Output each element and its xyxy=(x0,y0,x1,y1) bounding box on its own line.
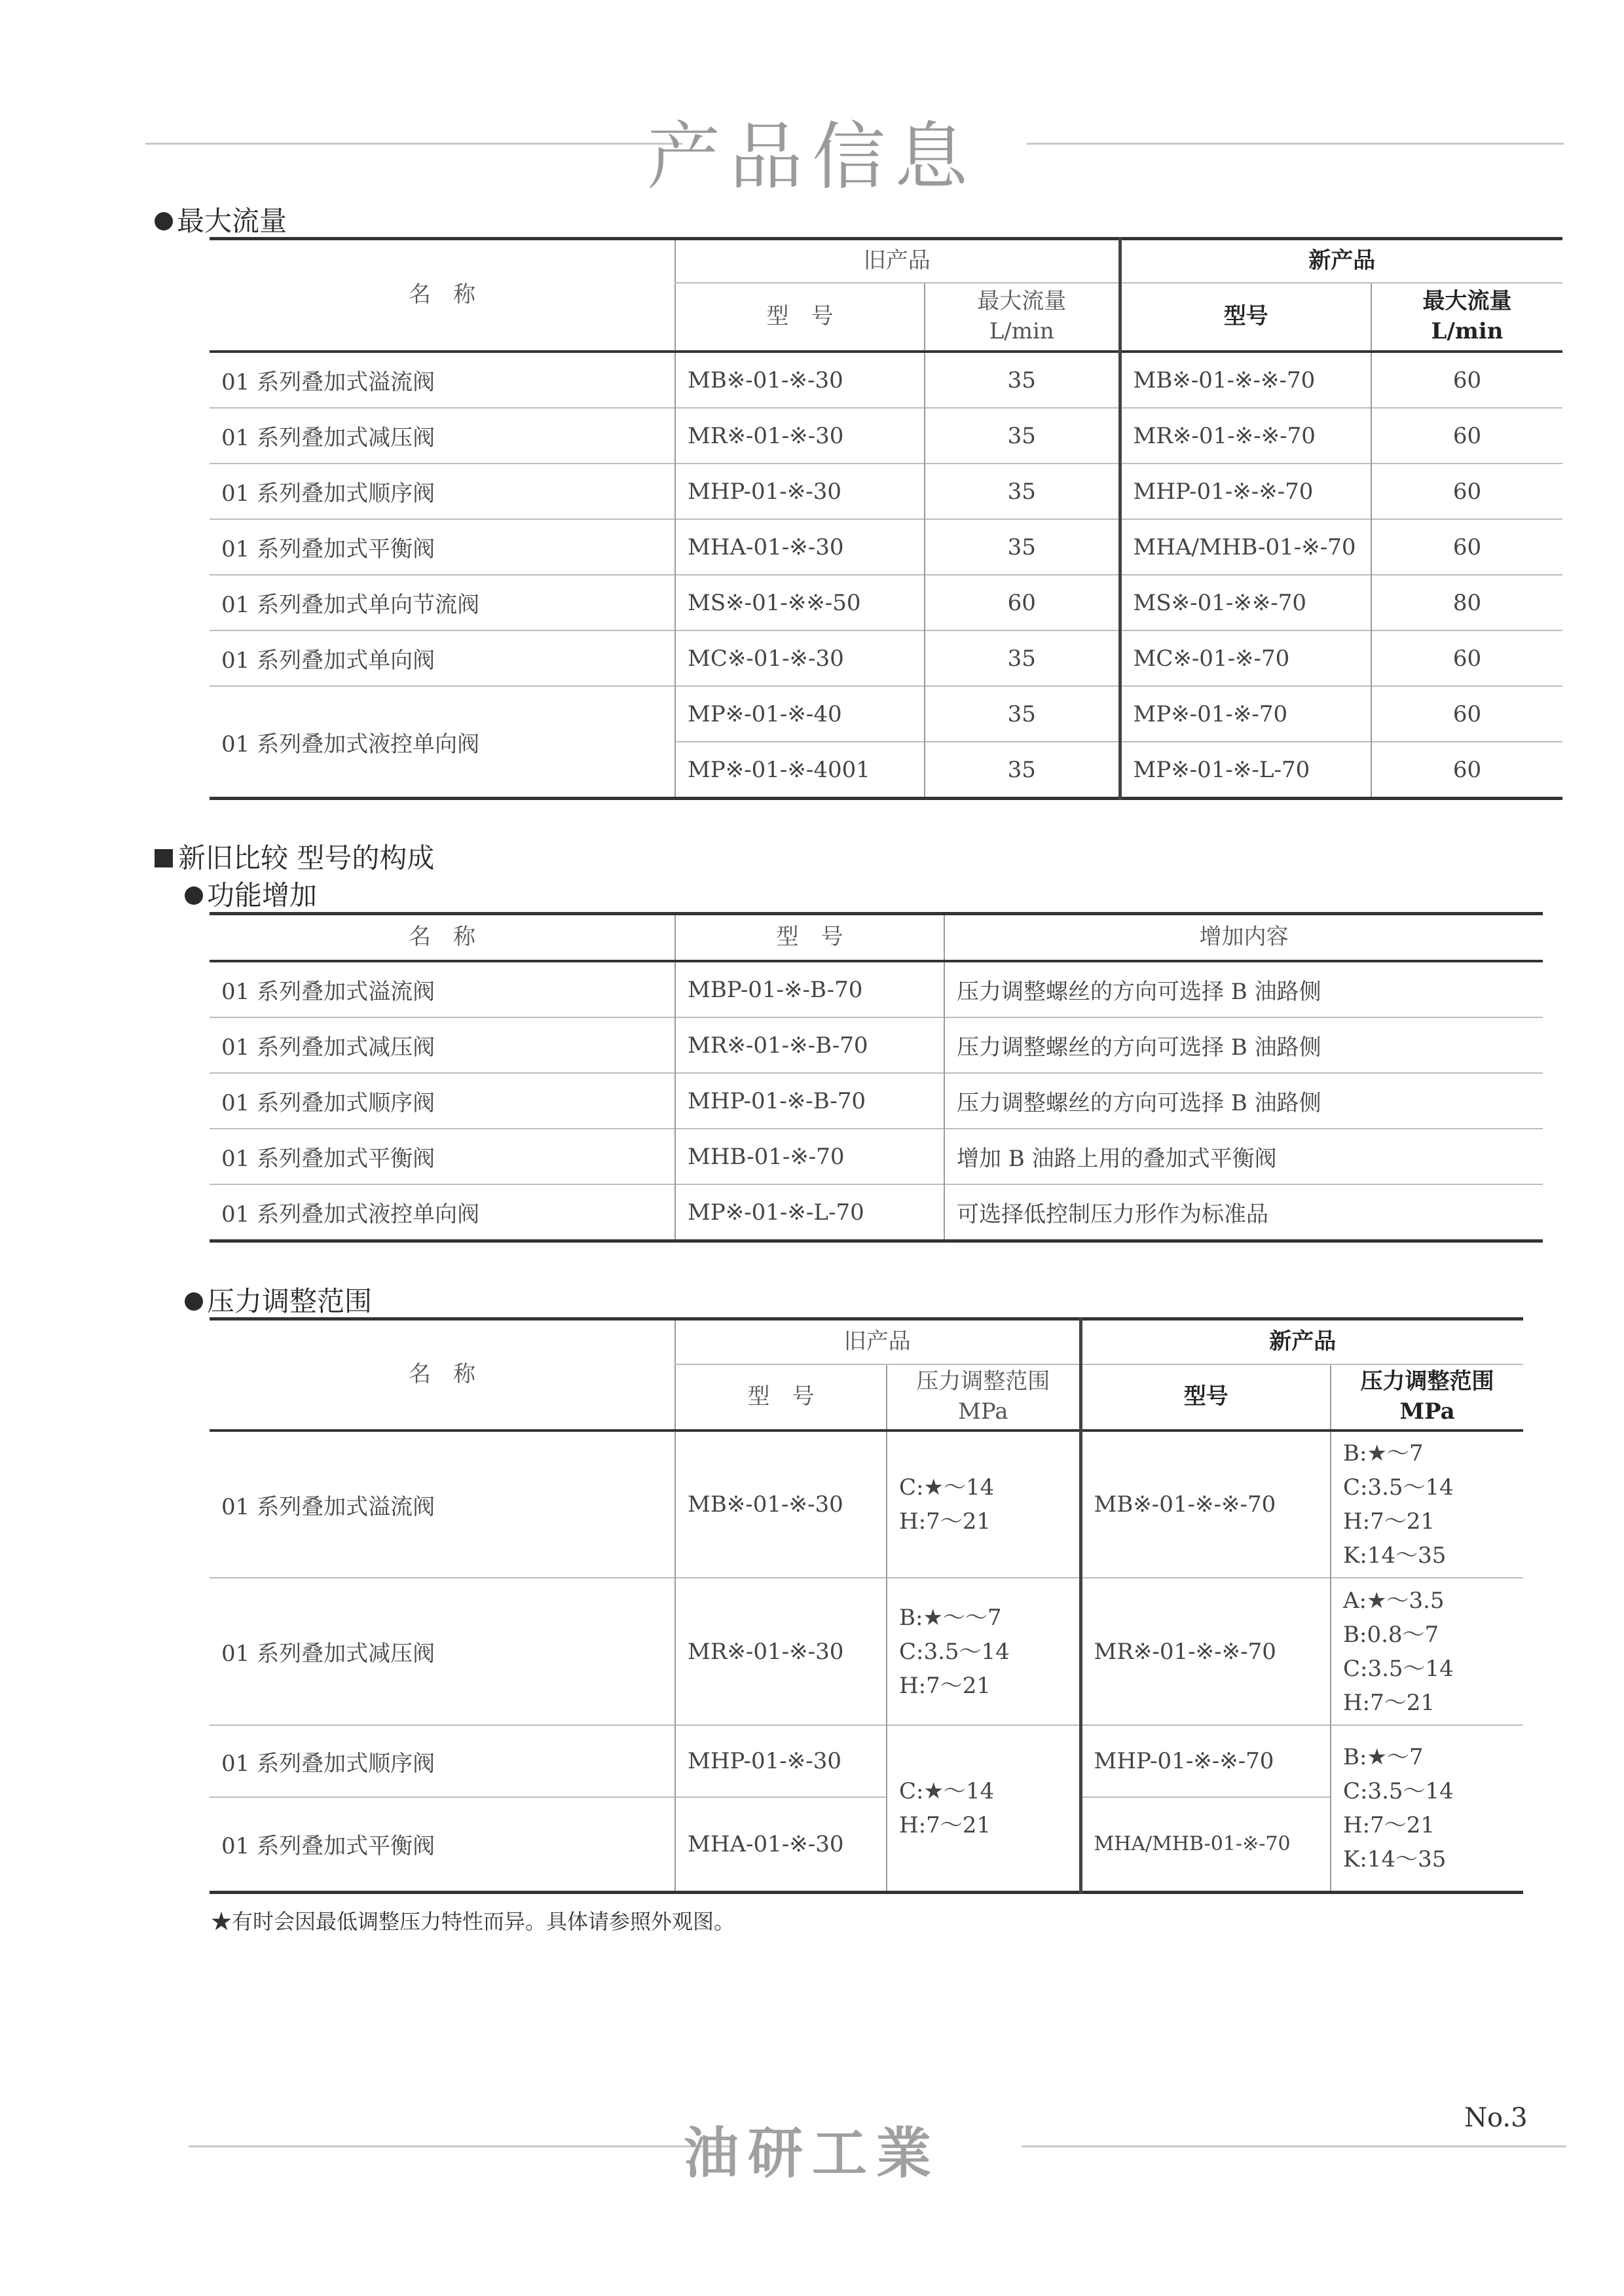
section-pressure-label: 压力调整范围 xyxy=(207,1285,373,1317)
row-old-range: B:★～～7 C:3.5～14 H:7～21 xyxy=(887,1578,1080,1725)
row-shared-new-range: B:★～7 C:3.5～14 H:7～21 K:14～35 xyxy=(1331,1725,1523,1892)
row-new-flow: 60 xyxy=(1371,464,1562,519)
row-name: 01 系列叠加式单向阀 xyxy=(210,630,675,686)
header-old-product: 旧产品 xyxy=(675,1319,1080,1365)
row-old-model: MHP-01-※-30 xyxy=(675,1725,887,1797)
row-old-flow: 60 xyxy=(925,575,1120,630)
row-new-flow: 60 xyxy=(1371,742,1562,799)
header-old-model: 型 号 xyxy=(675,283,925,352)
row-old-model: MC※-01-※-30 xyxy=(675,630,925,686)
table-row xyxy=(210,686,1562,742)
row-new-flow: 60 xyxy=(1371,686,1562,742)
row-old-model: MB※-01-※-30 xyxy=(675,1430,887,1578)
header-new-product: 新产品 xyxy=(1080,1319,1523,1365)
row-model: MBP-01-※-B-70 xyxy=(675,961,944,1017)
row-old-model: MHA-01-※-30 xyxy=(675,519,925,575)
header-new-model: 型号 xyxy=(1120,283,1371,352)
page-title: 产品信息 xyxy=(647,115,977,200)
row-model: MR※-01-※-B-70 xyxy=(675,1017,944,1073)
row-old-flow: 35 xyxy=(925,630,1120,686)
table-row xyxy=(210,1725,1523,1797)
header-old-model: 型 号 xyxy=(675,1364,887,1430)
header-new-flow: 最大流量 L/min xyxy=(1371,283,1562,352)
row-content: 压力调整螺丝的方向可选择 B 油路侧 xyxy=(944,1017,1543,1073)
row-new-flow: 60 xyxy=(1371,352,1562,408)
header-name: 名 称 xyxy=(210,914,675,962)
row-content: 压力调整螺丝的方向可选择 B 油路侧 xyxy=(944,961,1543,1017)
row-name: 01 系列叠加式溢流阀 xyxy=(221,979,435,1005)
row-name: 01 系列叠加式减压阀 xyxy=(210,408,675,464)
row-new-model: MP※-01-※-70 xyxy=(1120,686,1371,742)
table-row xyxy=(210,519,1562,575)
section-comparison-label: 新旧比较 型号的构成 xyxy=(178,842,435,874)
row-shared-old-range: C:★～14 H:7～21 xyxy=(887,1725,1080,1892)
row-new-flow: 60 xyxy=(1371,630,1562,686)
pressure-range-table xyxy=(210,1317,1523,1894)
row-new-model: MB※-01-※-※-70 xyxy=(1120,352,1371,408)
section-pressure-heading xyxy=(185,1280,372,1319)
row-name: 01 系列叠加式液控单向阀 xyxy=(210,1184,675,1241)
row-model: MHB-01-※-70 xyxy=(675,1129,944,1184)
row-new-model: MC※-01-※-70 xyxy=(1120,630,1371,686)
table-row xyxy=(210,1797,1523,1892)
table-row xyxy=(210,464,1562,519)
header-old-flow: 最大流量 L/min xyxy=(925,283,1120,352)
row-old-model: MS※-01-※※-50 xyxy=(675,575,925,630)
section-max-flow-label: 最大流量 xyxy=(177,205,287,237)
page-number: No.3 xyxy=(1464,2103,1528,2133)
row-model: MHP-01-※-B-70 xyxy=(675,1073,944,1129)
row-old-flow: 35 xyxy=(925,352,1120,408)
row-name: 01 系列叠加式平衡阀 xyxy=(210,1129,675,1184)
bullet-dot-icon xyxy=(185,1292,203,1311)
row-old-model: MHP-01-※-30 xyxy=(675,464,925,519)
row-name: 01 系列叠加式顺序阀 xyxy=(210,464,675,519)
row-new-model: MHP-01-※-※-70 xyxy=(1080,1725,1331,1797)
table-row xyxy=(210,1578,1523,1725)
header-old-product: 旧产品 xyxy=(675,239,1120,283)
row-new-model: MR※-01-※-※-70 xyxy=(1120,408,1371,464)
row-old-flow: 35 xyxy=(925,742,1120,799)
row-model: MP※-01-※-L-70 xyxy=(675,1184,944,1241)
row-old-flow: 35 xyxy=(925,408,1120,464)
max-flow-table xyxy=(210,237,1562,800)
row-new-model: MHA/MHB-01-※-70 xyxy=(1120,519,1371,575)
row-name: 01 系列叠加式溢流阀 xyxy=(210,352,675,408)
row-name: 01 系列叠加式液控单向阀 xyxy=(210,686,675,799)
header-new-product: 新产品 xyxy=(1120,239,1562,283)
table-row xyxy=(210,408,1562,464)
row-name: 01 系列叠加式单向节流阀 xyxy=(210,575,675,630)
header-model: 型 号 xyxy=(675,914,944,962)
row-name: 01 系列叠加式顺序阀 xyxy=(210,1073,675,1129)
footnote: ★有时会因最低调整压力特性而异。具体请参照外观图。 xyxy=(211,1909,735,1934)
row-new-range: B:★～7 C:3.5～14 H:7～21 K:14～35 xyxy=(1331,1430,1523,1578)
row-name: 01 系列叠加式减压阀 xyxy=(210,1017,675,1073)
row-new-flow: 60 xyxy=(1371,408,1562,464)
row-new-range: A:★～3.5 B:0.8～7 C:3.5～14 H:7～21 xyxy=(1331,1578,1523,1725)
section-function-heading xyxy=(185,874,317,913)
row-new-model: MHP-01-※-※-70 xyxy=(1120,464,1371,519)
row-new-flow: 60 xyxy=(1371,519,1562,575)
row-old-model: MP※-01-※-40 xyxy=(675,686,925,742)
table-row xyxy=(210,1184,1543,1241)
brand-logo: 油研工業 xyxy=(683,2121,940,2185)
header-name: 名 称 xyxy=(409,1361,475,1388)
row-name: 01 系列叠加式平衡阀 xyxy=(210,1797,675,1892)
function-added-table xyxy=(210,912,1543,1243)
row-content: 增加 B 油路上用的叠加式平衡阀 xyxy=(944,1129,1543,1184)
row-old-model: MB※-01-※-30 xyxy=(675,352,925,408)
header-new-model: 型号 xyxy=(1080,1364,1331,1430)
row-old-range: C:★～14 H:7～21 xyxy=(887,1430,1080,1578)
row-content: 压力调整螺丝的方向可选择 B 油路侧 xyxy=(944,1073,1543,1129)
row-new-flow: 80 xyxy=(1371,575,1562,630)
row-old-flow: 35 xyxy=(925,519,1120,575)
row-old-model: MR※-01-※-30 xyxy=(675,1578,887,1725)
header-content: 增加内容 xyxy=(944,914,1543,962)
table-row xyxy=(210,961,1543,1017)
header-old-range: 压力调整范围 MPa xyxy=(887,1364,1080,1430)
table-row xyxy=(210,575,1562,630)
bullet-dot-icon xyxy=(185,886,203,905)
table-row xyxy=(210,1430,1523,1578)
row-name: 01 系列叠加式溢流阀 xyxy=(210,1430,675,1578)
row-old-model: MP※-01-※-4001 xyxy=(675,742,925,799)
bullet-square-icon xyxy=(155,849,173,867)
header-new-range: 压力调整范围 MPa xyxy=(1331,1364,1523,1430)
row-old-flow: 35 xyxy=(925,464,1120,519)
row-new-model: MP※-01-※-L-70 xyxy=(1120,742,1371,799)
table-row xyxy=(210,630,1562,686)
row-new-model: MB※-01-※-※-70 xyxy=(1080,1430,1331,1578)
table-row xyxy=(210,1129,1543,1184)
row-new-model: MHA/MHB-01-※-70 xyxy=(1080,1797,1331,1892)
row-name: 01 系列叠加式减压阀 xyxy=(210,1578,675,1725)
table-row xyxy=(210,1017,1543,1073)
row-name: 01 系列叠加式顺序阀 xyxy=(210,1725,675,1797)
table-row xyxy=(210,1073,1543,1129)
row-content: 可选择低控制压力形作为标准品 xyxy=(944,1184,1543,1241)
table-row xyxy=(210,352,1562,408)
row-new-model: MR※-01-※-※-70 xyxy=(1080,1578,1331,1725)
row-new-model: MS※-01-※※-70 xyxy=(1120,575,1371,630)
section-function-label: 功能增加 xyxy=(207,879,318,911)
section-comparison-heading xyxy=(155,837,434,876)
header-name: 名 称 xyxy=(409,282,475,308)
row-old-flow: 35 xyxy=(925,686,1120,742)
bullet-dot-icon xyxy=(155,212,173,230)
section-max-flow-heading xyxy=(155,200,287,239)
row-name: 01 系列叠加式平衡阀 xyxy=(210,519,675,575)
row-old-model: MR※-01-※-30 xyxy=(675,408,925,464)
row-old-model: MHA-01-※-30 xyxy=(675,1797,887,1892)
